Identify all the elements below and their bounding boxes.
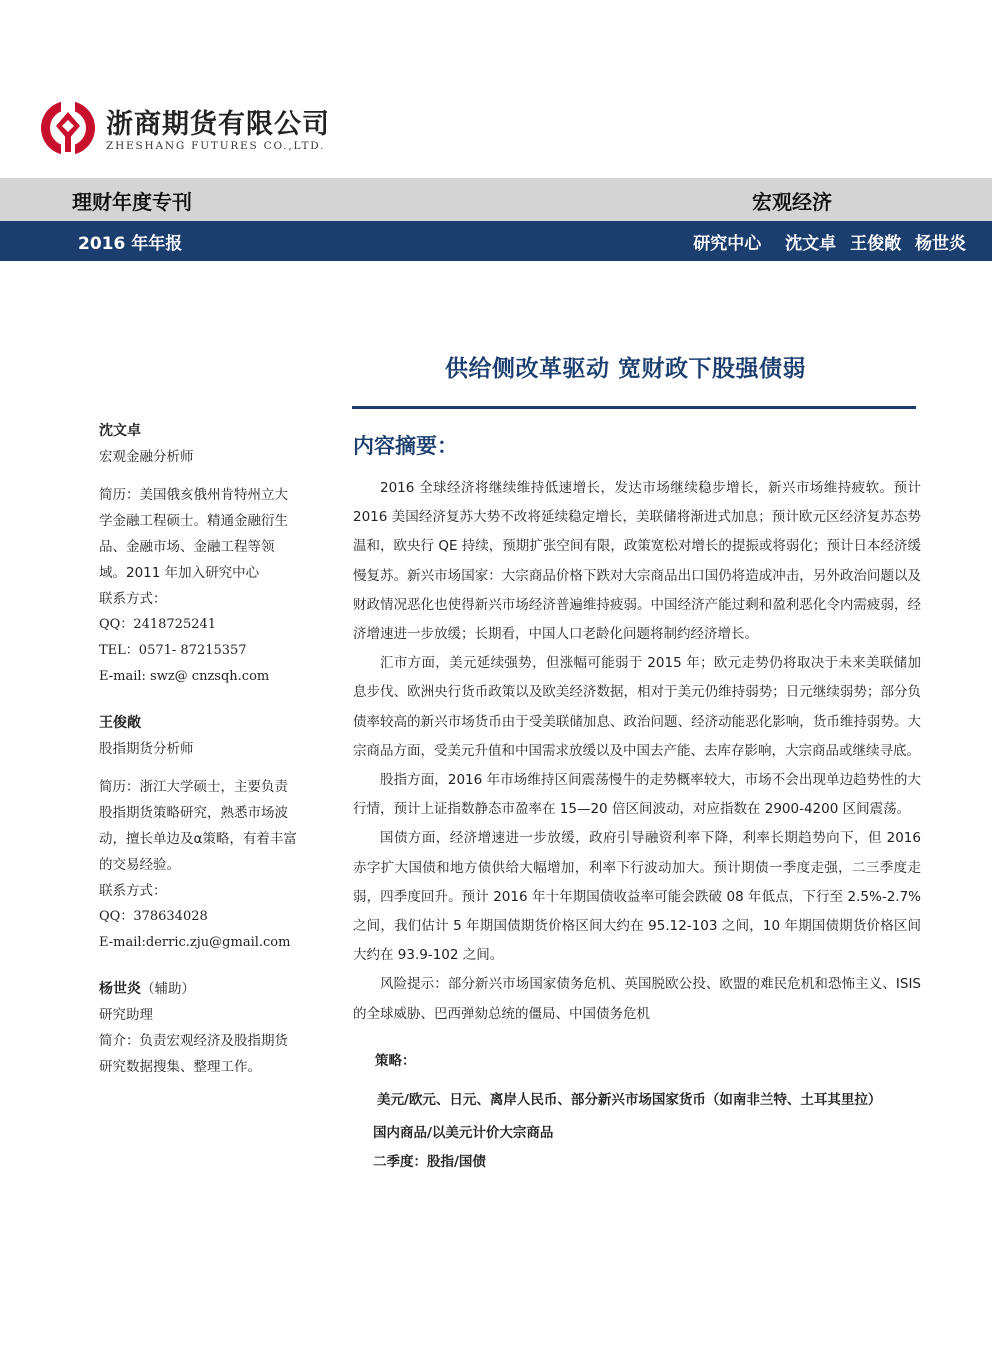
analyst-email[interactable]: E-mail:derric.zju@gmail.com bbox=[99, 935, 291, 950]
contact-label: 联系方式： bbox=[99, 883, 167, 899]
category-title: 宏观经济 bbox=[752, 190, 832, 214]
strategy-item: 国内商品/以美元计价大宗商品 bbox=[373, 1124, 554, 1141]
zheshang-logo-icon bbox=[40, 100, 96, 156]
analyst-name: 杨世炎 bbox=[99, 981, 141, 997]
report-type: 2016 年年报 bbox=[78, 234, 183, 254]
analyst-role: 研究助理 bbox=[99, 1007, 153, 1023]
analyst-tel: TEL：0571- 87215357 bbox=[99, 643, 247, 658]
summary-heading: 内容摘要： bbox=[353, 434, 458, 458]
summary-paragraph: 风险提示：部分新兴市场国家债务危机、英国脱欧公投、欧盟的难民危机和恐怖主义、ISIS 的全球威胁、巴西弹劾总统的僵局、中国债务危机 bbox=[353, 976, 921, 1022]
analyst-sidebar bbox=[99, 418, 299, 1080]
strategy-item: 二季度：股指/国债 bbox=[373, 1153, 486, 1170]
company-name-cn: 浙商期货有限公司 bbox=[106, 109, 330, 140]
header-band-navy bbox=[0, 221, 992, 261]
analyst-name-note: （辅助） bbox=[141, 981, 195, 997]
analyst-qq: QQ：378634028 bbox=[99, 909, 208, 924]
analyst-bio: 简介：负责宏观经济及股指期货研究数据搜集、整理工作。 bbox=[99, 1033, 288, 1075]
company-name-en: ZHESHANG FUTURES CO.,LTD. bbox=[106, 140, 326, 152]
analyst-card bbox=[99, 710, 299, 956]
summary-paragraph: 股指方面，2016 年市场维持区间震荡慢牛的走势概率较大，市场不会出现单边趋势性的大行情，预计上证指数静态市盈率在 15—20 倍区间波动，对应指数在 2900-4200 区间震荡。 bbox=[353, 772, 921, 818]
department: 研究中心 bbox=[693, 234, 762, 254]
strategy-block bbox=[353, 1041, 921, 1177]
analyst-email[interactable]: E-mail: swz@ cnzsqh.com bbox=[99, 669, 270, 684]
analyst-bio: 简历：美国俄亥俄州肯特州立大学金融工程硕士。精通金融衍生品、金融市场、金融工程等领域。2011 年加入研究中心 bbox=[99, 487, 288, 581]
analyst-role: 股指期货分析师 bbox=[99, 741, 194, 757]
company-logo bbox=[40, 98, 340, 158]
author-name: 王俊敞 bbox=[850, 234, 902, 254]
analyst-bio: 简历：浙江大学硕士，主要负责股指期货策略研究，熟悉市场波动，擅长单边及α策略，有着丰富的交易经验。 bbox=[99, 779, 297, 873]
analyst-card bbox=[99, 976, 299, 1080]
summary-paragraph: 2016 全球经济将继续维持低速增长，发达市场继续稳步增长，新兴市场维持疲软。预计 2016 美国经济复苏大势不改将延续稳定增长，美联储将渐进式加息；预计欧元区经济复苏态势温和，欧央行 QE 持续，预期扩张空间有限，政策宽松对增长的提振或将弱化；预计日本经济缓慢复苏。新兴市场国家：大宗商品价格下跌对大宗商品出口国仍将造成冲击，另外政治问题以及财政情况恶化也使得新兴市场经济普遍维持疲弱。中国经济产能过剩和盈利恶化令内需疲弱，经济增速进一步放缓；长期看，中国人口老龄化问题将制约经济增长。 bbox=[353, 480, 921, 643]
title-divider bbox=[352, 406, 916, 409]
author-name: 杨世炎 bbox=[915, 234, 966, 254]
strategy-heading: 策略： bbox=[375, 1052, 416, 1069]
author-name: 沈文卓 bbox=[785, 234, 837, 254]
summary-paragraph: 汇市方面，美元延续强势，但涨幅可能弱于 2015 年；欧元走势仍将取决于未来美联储加息步伐、欧洲央行货币政策以及欧美经济数据，相对于美元仍维持弱势；日元继续弱势；部分负债率较高的新兴市场货币由于受美联储加息、政治问题、经济动能恶化影响，货币维持弱势。大宗商品方面，受美元升值和中国需求放缓以及中国去产能、去库存影响，大宗商品或继续寻底。 bbox=[353, 655, 921, 759]
header-band-gray bbox=[0, 178, 992, 221]
author-line bbox=[675, 229, 966, 254]
analyst-card bbox=[99, 418, 299, 690]
analyst-name: 沈文卓 bbox=[99, 423, 141, 439]
strategy-item: 美元/欧元、日元、离岸人民币、部分新兴市场国家货币（如南非兰特、土耳其里拉） bbox=[377, 1091, 882, 1108]
series-title: 理财年度专刊 bbox=[72, 190, 192, 214]
analyst-name: 王俊敞 bbox=[99, 715, 141, 731]
analyst-qq: QQ：2418725241 bbox=[99, 617, 217, 632]
contact-label: 联系方式： bbox=[99, 591, 167, 607]
report-title: 供给侧改革驱动 宽财政下股强债弱 bbox=[445, 356, 807, 382]
summary-section bbox=[353, 430, 921, 1177]
summary-paragraph: 国债方面，经济增速进一步放缓，政府引导融资利率下降，利率长期趋势向下，但 2016 赤字扩大国债和地方债供给大幅增加，利率下行波动加大。预计期债一季度走强，二三季度走弱，四季度回升。预计 2016 年十年期国债收益率可能会跌破 08 年低点，下行至 2.5%-2.7%之间，我们估计 5 年期国债期货价格区间大约在 95.12-103 之间，10 年期国债期货价格区间大约在 93.9-102 之间。 bbox=[353, 830, 921, 964]
analyst-role: 宏观金融分析师 bbox=[99, 449, 194, 465]
